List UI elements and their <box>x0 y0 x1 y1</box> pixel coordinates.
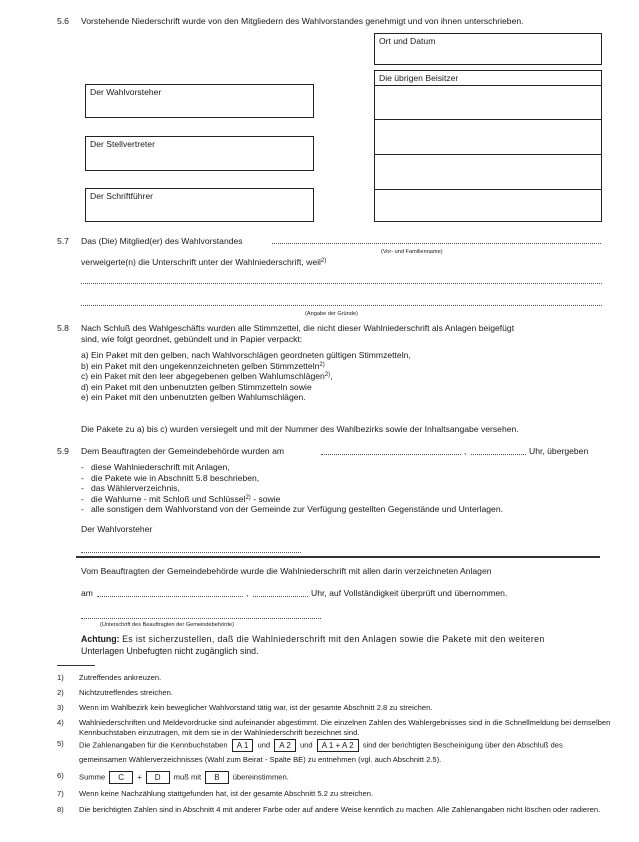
receipt-uhr-text: Uhr, auf Vollständigkeit überprüft und übernommen. <box>311 588 508 598</box>
footnote-number: 1) <box>57 673 64 682</box>
ort-datum-label: Ort und Datum <box>379 36 436 46</box>
achtung-text: Es ist sicherzustellen, daß die Wahlniederschrift mit den Anlagen sowie die Pakete mit den weiteren <box>122 634 545 644</box>
comma: , <box>246 588 249 598</box>
achtung-line1 <box>81 634 545 645</box>
stellvertreter-label: Der Stellvertreter <box>90 139 155 149</box>
handover-date-field[interactable] <box>321 454 461 455</box>
footnote-number: 7) <box>57 789 64 798</box>
footnote-ref: 2) <box>320 258 327 264</box>
s58-line2: sind, wie folgt geordnet, gebündelt und in Papier verpackt: <box>81 334 303 344</box>
kennbuchstabe-box: A 2 <box>274 739 296 752</box>
footnote-number: 2) <box>57 688 64 697</box>
section-number: 5.7 <box>57 236 69 246</box>
package-item-text: c) ein Paket mit den leer abgegebenen gelben Wahlumschlägen <box>81 371 325 382</box>
package-item <box>81 382 411 393</box>
footnote-ref: 2) <box>324 372 331 379</box>
signature-caption: (Unterschrift des Beauftragten der Gemeindebehörde) <box>100 622 235 628</box>
footnote-3 <box>57 703 612 712</box>
package-item-text: b) ein Paket mit den ungekennzeichneten gelben Stimmzetteln <box>81 360 320 371</box>
beisitzer-signature-row[interactable] <box>375 119 601 154</box>
footnote-text: Die berichtigten Zahlen sind in Abschnitt 4 mit anderer Farbe oder auf andere Weise kenntlich zu machen. Alle Zahlenangaben nicht löschen oder radieren. <box>79 805 601 814</box>
ort-datum-field[interactable] <box>374 33 602 65</box>
footnote-7 <box>57 789 612 798</box>
handover-item: - alle sonstigen dem Wahlvorstand von der Gemeinde zur Verfügung gestellten Gegenstände und Unterlagen. <box>81 504 503 515</box>
footnote-text: Die Zahlenangaben für die Kennbuchstaben <box>79 740 228 750</box>
mitglied-text: Das (Die) Mitglied(er) des Wahlvorstandes <box>81 236 243 246</box>
footnote-number: 3) <box>57 703 64 712</box>
handover-item: - das Wählerverzeichnis, <box>81 483 180 494</box>
verweigerte-label: verweigerte(n) die Unterschrift unter der Wahlniederschrift, weil <box>81 257 321 267</box>
wahlvorsteher-label: Der Wahlvorsteher <box>90 87 162 97</box>
handover-list <box>81 462 503 515</box>
footnote-text: Zutreffendes ankreuzen. <box>79 673 162 682</box>
handover-item-text: das Wählerverzeichnis, <box>91 483 180 494</box>
section-divider <box>76 556 600 558</box>
kennbuchstabe-box: B <box>205 771 228 784</box>
footnote-text: muß mit <box>173 772 202 782</box>
comma: , <box>464 446 467 456</box>
handover-item: - diese Wahlniederschrift mit Anlagen, <box>81 462 230 472</box>
footnote-ref: 2) <box>245 494 251 501</box>
s59-line1-b: Uhr, übergeben <box>529 446 589 456</box>
plus-sign: + <box>137 772 142 782</box>
handover-item-suffix: - sowie <box>250 493 281 504</box>
package-item <box>81 350 411 361</box>
reasons-field-line-1[interactable] <box>81 283 602 284</box>
package-item-text: d) ein Paket mit den unbenutzten gelben Stimmzetteln sowie <box>81 381 312 392</box>
handover-item-text: alle sonstigen dem Wahlvorstand von der Gemeinde zur Verfügung gestellten Gegenstände und Unterlagen. <box>91 504 503 515</box>
package-item-text: a) Ein Paket mit den gelben, nach Wahlvorschlägen geordneten gültigen Stimmzetteln, <box>81 350 411 360</box>
package-item <box>81 392 411 403</box>
name-caption: (Vor- und Familienname) <box>381 249 443 255</box>
section-number: 5.9 <box>57 446 69 456</box>
handover-item-text: diese Wahlniederschrift mit Anlagen, <box>91 462 230 472</box>
footnote-number: 6) <box>57 771 64 780</box>
wahlvorsteher-signature-line[interactable] <box>81 552 301 553</box>
kennbuchstabe-box: D <box>146 771 170 784</box>
package-item <box>81 361 411 372</box>
beisitzer-signature-row[interactable] <box>375 189 601 222</box>
footnote-separator <box>57 665 95 666</box>
footnote-1 <box>57 673 612 682</box>
footnote-number: 8) <box>57 805 64 814</box>
footnote-number: 4) <box>57 718 64 727</box>
receipt-line1: Vom Beauftragten der Gemeindebehörde wurde die Wahlniederschrift mit allen darin verzeichneten Anlagen <box>81 566 492 576</box>
beisitzer-signature-row[interactable] <box>375 85 601 119</box>
beisitzer-label: Die übrigen Beisitzer <box>379 73 459 83</box>
schriftfuehrer-label: Der Schriftführer <box>90 191 154 201</box>
footnote-8 <box>57 805 612 815</box>
achtung-label: Achtung: <box>81 634 120 644</box>
s59-line1-a: Dem Beauftragten der Gemeindebehörde wurden am <box>81 446 285 456</box>
beauftragter-signature-line[interactable] <box>81 618 321 619</box>
mitglied-name-field[interactable] <box>272 243 601 244</box>
wahlvorsteher-signature-field[interactable] <box>85 84 314 118</box>
package-list <box>81 350 411 403</box>
receipt-time-field[interactable] <box>253 596 308 597</box>
footnote-number: 5) <box>57 739 64 748</box>
footnote-text: Wenn im Wahlbezirk kein beweglicher Wahlvorstand tätig war, ist der gesamte Abschnitt 2.8 zu streichen. <box>79 703 433 712</box>
wahlvorsteher-signer-label: Der Wahlvorsteher <box>81 524 153 534</box>
verweigerte-text <box>81 257 326 267</box>
handover-time-field[interactable] <box>471 454 526 455</box>
footnote-text: und <box>257 740 271 750</box>
beisitzer-signature-table <box>374 70 602 222</box>
section-number: 5.6 <box>57 16 69 26</box>
section-number: 5.8 <box>57 323 69 333</box>
footnote-4 <box>57 718 612 738</box>
achtung-line2: Unterlagen Unbefugten nicht zugänglich sind. <box>81 646 259 656</box>
footnote-text: Nichtzutreffendes streichen. <box>79 688 173 697</box>
schriftfuehrer-signature-field[interactable] <box>85 188 314 222</box>
footnote-6 <box>57 771 612 784</box>
footnote-text: und <box>299 740 313 750</box>
package-item: c) ein Paket mit den leer abgegebenen gelben Wahlumschlägen$^{2)}$, <box>81 371 333 382</box>
footnote-5 <box>57 739 612 764</box>
footnote-text: Wahlniederschriften und Meldevordrucke sind aufeinander abgestimmt. Die einzelnen Zahlen des Wahlergebnisses sind in die Schnellmeldung bei demselben Kennbuchstaben einzutragen, mit dem sie in der Wahlniederschrift bezeichnet sind. <box>79 718 611 737</box>
handover-item-text: die Wahlurne - mit Schloß und Schlüssel <box>91 493 246 504</box>
receipt-am: am <box>81 588 93 598</box>
footnote-ref: 2) <box>319 361 325 368</box>
s58-line1: Nach Schluß des Wahlgeschäfts wurden alle Stimmzettel, die nicht dieser Wahlniederschrift als Anlagen beigefügt <box>81 323 515 333</box>
beisitzer-signature-row[interactable] <box>375 154 601 189</box>
footnote-text: Wenn keine Nachzählung stattgefunden hat, ist der gesamte Abschnitt 5.2 zu streichen. <box>79 789 374 798</box>
reasons-field-line-2[interactable] <box>81 305 602 306</box>
handover-item: - die Pakete wie in Abschnitt 5.8 beschrieben, <box>81 472 260 483</box>
kennbuchstabe-box: A 1 + A 2 <box>317 739 359 752</box>
handover-item-text: die Pakete wie in Abschnitt 5.8 beschrieben, <box>91 472 260 483</box>
package-item-text: e) ein Paket mit den unbenutzten gelben Wahlumschlägen. <box>81 392 306 403</box>
sealed-text: Die Pakete zu a) bis c) wurden versiegelt und mit der Nummer des Wahlbezirks sowie der Inhaltsangabe versehen. <box>81 424 519 434</box>
footnote-2 <box>57 688 612 697</box>
footnote-text: Summe <box>79 772 106 782</box>
reasons-caption: (Angabe der Gründe) <box>305 311 358 317</box>
section-5-6-text: Vorstehende Niederschrift wurde von den Mitgliedern des Wahlvorstandes genehmigt und von ihnen unterschrieben. <box>81 16 524 26</box>
handover-item: - die Wahlurne - mit Schloß und Schlüssel$^{2)}$ - sowie <box>81 493 281 504</box>
footnote-text: sind der berichtigten Bescheinigung über den Abschluß des <box>362 740 563 750</box>
footnote-text: übereinstimmen. <box>232 772 289 782</box>
kennbuchstabe-box: A 1 <box>232 739 254 752</box>
kennbuchstabe-box: C <box>109 771 133 784</box>
receipt-date-field[interactable] <box>97 596 243 597</box>
footnote-text: gemeinsamen Wählerverzeichnisses (Wahl zum Beirat - Spalte BE) zu entnehmen (vgl. auch Abschnitt 2.5). <box>79 755 442 764</box>
section-5-6 <box>57 16 69 26</box>
stellvertreter-signature-field[interactable] <box>85 136 314 171</box>
